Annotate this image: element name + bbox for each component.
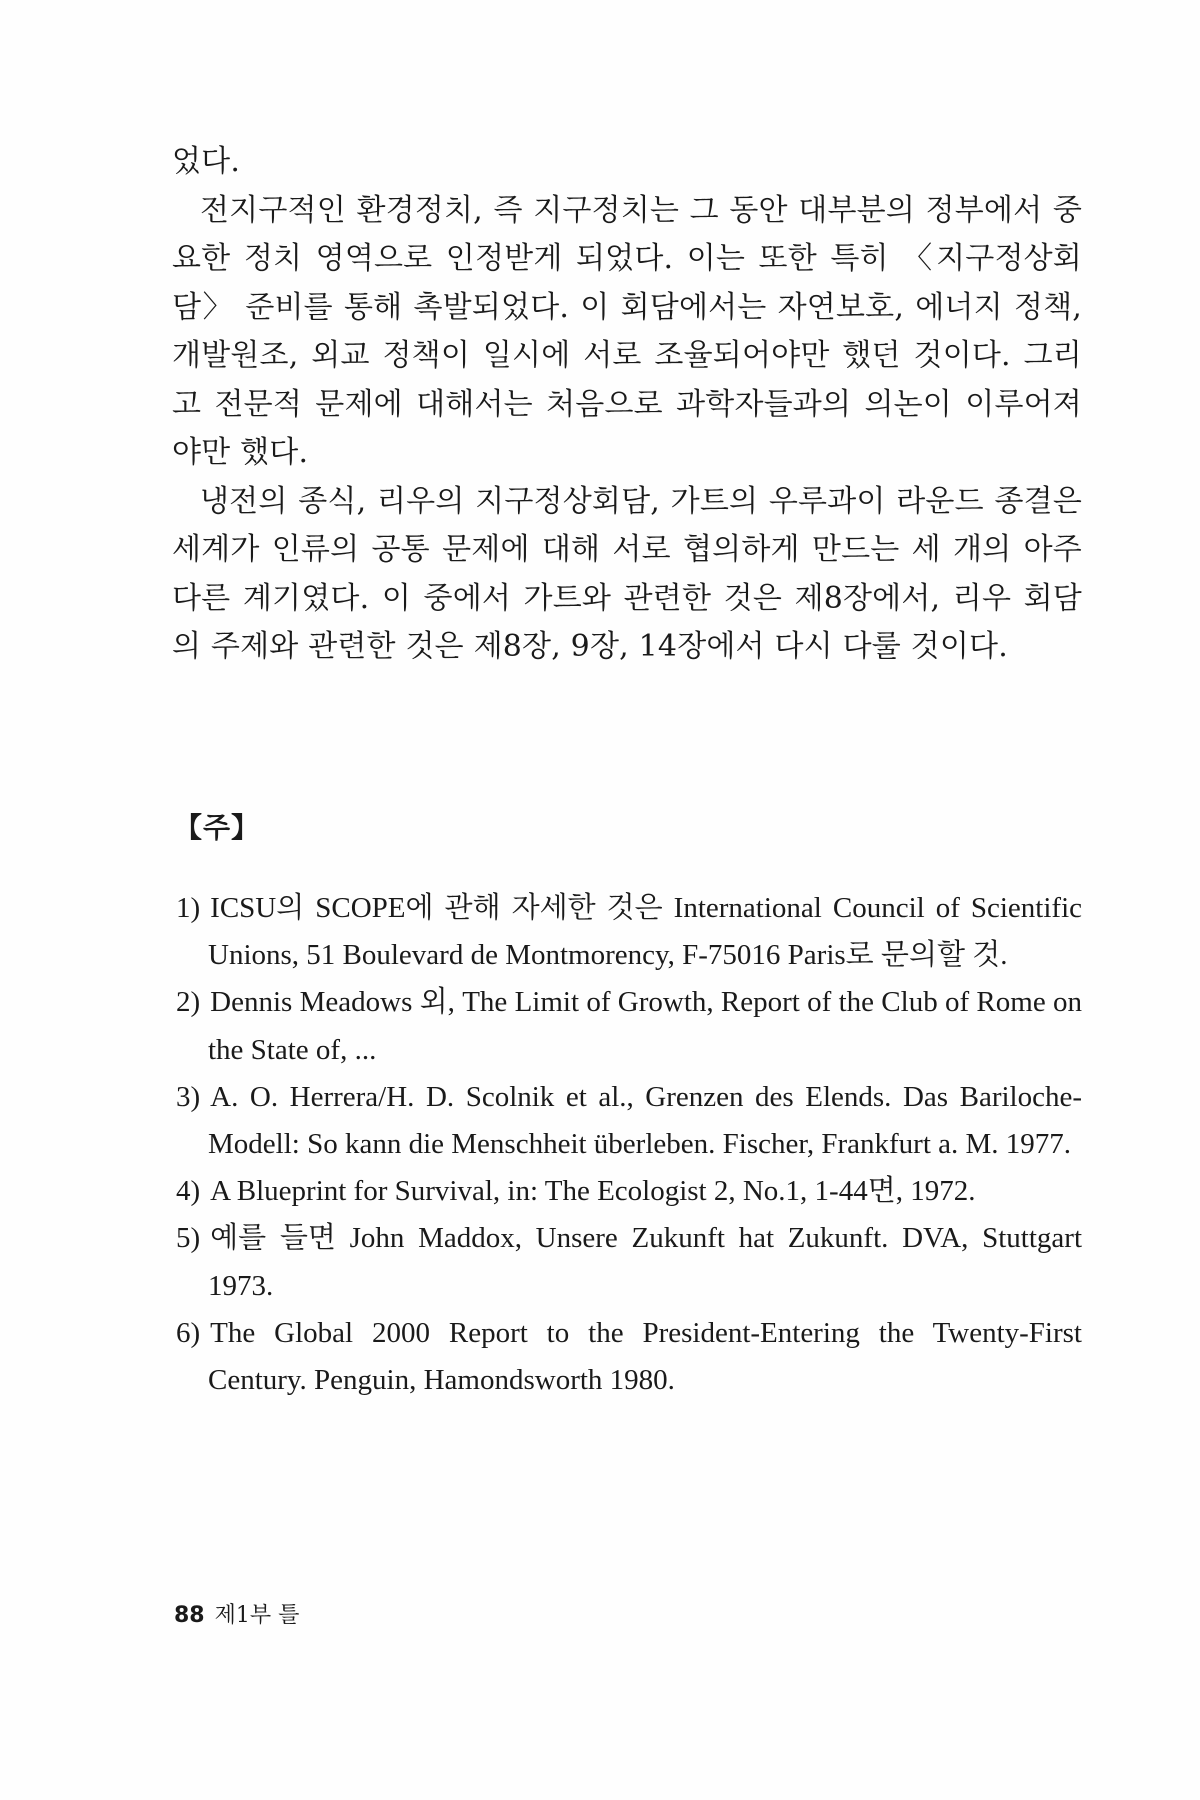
note-number: 2): [176, 986, 201, 1019]
note-item-6: [176, 1310, 1082, 1404]
note-text: 예를 들면 John Maddox, Unsere Zukunft hat Zukunft. DVA, Stuttgart 1973.: [208, 1222, 1082, 1302]
note-number: 6): [176, 1316, 201, 1349]
notes-heading: 【주】: [174, 811, 261, 844]
paragraph-global-politics: 전지구적인 환경정치, 즉 지구정치는 그 동안 대부분의 정부에서 중요한 정치 영역으로 인정받게 되었다. 이는 또한 특히 〈지구정상회담〉 준비를 통해 촉발되었다. 이 회담에서는 자연보호, 에너지 정책, 개발원조, 외교 정책이 일시에 서로 조율되어야만 했던 것이다. 그리고 전문적 문제에 대해서는 처음으로 과학자들과의 의논이 이루어져야만 했다.: [172, 192, 1082, 470]
note-item-2: [176, 979, 1082, 1073]
note-item-1: [176, 885, 1082, 979]
note-number: 5): [176, 1222, 201, 1255]
paragraph-cold-war-end: 냉전의 종식, 리우의 지구정상회담, 가트의 우루과이 라운드 종결은 세계가 인류의 공통 문제에 대해 서로 협의하게 만드는 세 개의 아주 다른 계기였다. 이 중에서 가트와 관련한 것은 제8장에서, 리우 회담의 주제와 관련한 것은 제8장, 9장, 14장에서 다시 다룰 것이다.: [172, 483, 1082, 664]
part-title: 제1부 틀: [214, 1603, 300, 1628]
note-text: A. O. Herrera/H. D. Scolnik et al., Grenzen des Elends. Das Bariloche-Modell: So kann die Menschheit überleben. Fischer, Frankfurt a. M. 1977.: [208, 1080, 1082, 1161]
paragraph-continuation: 었다.: [172, 144, 241, 179]
note-number: 3): [176, 1080, 201, 1113]
note-item-4: [176, 1168, 1082, 1215]
note-text: A Blueprint for Survival, in: The Ecologist 2, No.1, 1-44면, 1972.: [210, 1175, 976, 1208]
note-text: The Global 2000 Report to the President-Entering the Twenty-First Century. Penguin, Hamondsworth 1980.: [208, 1316, 1082, 1397]
note-number: 4): [176, 1175, 201, 1208]
note-number: 1): [176, 892, 201, 924]
note-item-5: [176, 1215, 1082, 1309]
note-text: Dennis Meadows 외, The Limit of Growth, Report of the Club of Rome on the State of, ...: [208, 986, 1082, 1066]
note-text: ICSU의 SCOPE에 관해 자세한 것은 International Council of Scientific Unions, 51 Boulevard de Montmorency, F-75016 Paris로 문의할 것.: [208, 892, 1082, 972]
note-item-3: [176, 1074, 1082, 1168]
page-number: 88: [174, 1603, 205, 1628]
notes-list: [176, 885, 1082, 1404]
page-footer: [174, 1598, 299, 1629]
body-text: [172, 138, 1082, 672]
